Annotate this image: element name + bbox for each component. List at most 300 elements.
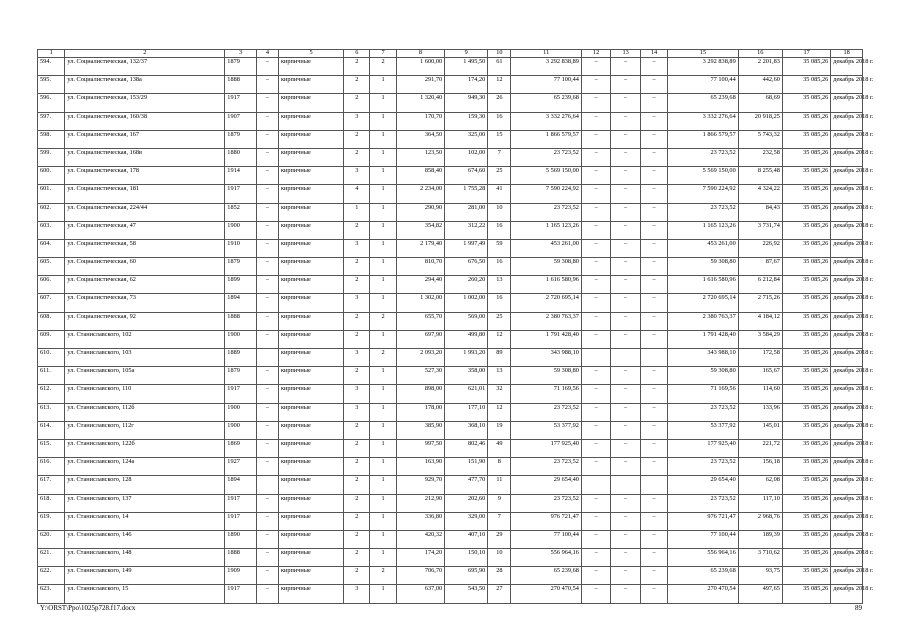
total-cost-cell: 1 616 580,96 bbox=[511, 276, 582, 294]
table-row bbox=[38, 494, 863, 512]
table-row bbox=[38, 312, 863, 330]
entrances-cell: 1 bbox=[370, 530, 396, 548]
cost-col-14-cell: – bbox=[640, 148, 667, 166]
cost-col-14-cell: – bbox=[640, 585, 667, 603]
wear-cell: – bbox=[256, 76, 278, 94]
year-built-cell: 1910 bbox=[225, 239, 257, 257]
total-cost-cell: 1 165 123,26 bbox=[511, 221, 582, 239]
max-cost-per-sqm-cell: 35 085,26 bbox=[782, 239, 830, 257]
table-row bbox=[38, 349, 863, 367]
max-cost-per-sqm-cell: 35 085,26 bbox=[782, 294, 830, 312]
cost-col-13-cell: – bbox=[611, 494, 640, 512]
cost-col-13-cell: – bbox=[611, 567, 640, 585]
overhaul-cost-cell: 453 261,00 bbox=[668, 239, 739, 257]
cost-col-12-cell: – bbox=[581, 167, 610, 185]
entrances-cell: 1 bbox=[370, 330, 396, 348]
column-number-14: 14 bbox=[640, 50, 667, 58]
wall-material-cell: кирпичные bbox=[278, 239, 343, 257]
year-built-cell: 1890 bbox=[225, 530, 257, 548]
overhaul-cost-cell: 77 100,44 bbox=[668, 530, 739, 548]
cost-per-sqm-cell: 221,72 bbox=[738, 439, 782, 457]
residents-cell: 13 bbox=[488, 367, 511, 385]
column-number-15: 15 bbox=[668, 50, 739, 58]
entrances-cell: 1 bbox=[370, 130, 396, 148]
year-built-cell: 1917 bbox=[225, 585, 257, 603]
residents-cell: 49 bbox=[488, 439, 511, 457]
total-area-cell: 290,90 bbox=[396, 203, 444, 221]
year-built-cell: 1900 bbox=[225, 221, 257, 239]
total-area-cell: 212,90 bbox=[396, 494, 444, 512]
floors-cell: 3 bbox=[344, 294, 370, 312]
total-area-cell: 354,82 bbox=[396, 221, 444, 239]
wall-material-cell: кирпичные bbox=[278, 148, 343, 166]
column-number-5: 5 bbox=[278, 50, 343, 58]
max-cost-per-sqm-cell: 35 085,26 bbox=[782, 94, 830, 112]
row-number-cell: 597. bbox=[38, 112, 65, 130]
row-number-cell: 617. bbox=[38, 476, 65, 494]
total-cost-cell: 453 261,00 bbox=[511, 239, 582, 257]
overhaul-cost-cell: 53 377,92 bbox=[668, 421, 739, 439]
row-number-cell: 615. bbox=[38, 439, 65, 457]
row-number-cell: 618. bbox=[38, 494, 65, 512]
entrances-cell: 1 bbox=[370, 294, 396, 312]
year-built-cell: 1879 bbox=[225, 58, 257, 76]
cost-col-13-cell: – bbox=[611, 203, 640, 221]
max-cost-per-sqm-cell: 35 085,26 bbox=[782, 512, 830, 530]
wall-material-cell: кирпичные bbox=[278, 221, 343, 239]
table-row bbox=[38, 512, 863, 530]
wall-material-cell: кирпичные bbox=[278, 403, 343, 421]
max-cost-per-sqm-cell: 35 085,26 bbox=[782, 330, 830, 348]
address-cell: ул. Социалистическая, 132/37 bbox=[65, 58, 225, 76]
floors-cell: 2 bbox=[344, 567, 370, 585]
residents-cell: 16 bbox=[488, 258, 511, 276]
row-number-cell: 599. bbox=[38, 148, 65, 166]
total-area-cell: 655,70 bbox=[396, 312, 444, 330]
table-row bbox=[38, 112, 863, 130]
overhaul-cost-cell: 59 308,80 bbox=[668, 367, 739, 385]
overhaul-cost-cell: 23 723,52 bbox=[668, 148, 739, 166]
floors-cell: 2 bbox=[344, 421, 370, 439]
address-cell: ул. Станиславского, 124а bbox=[65, 458, 225, 476]
deadline-cell: декабрь 2018 г. bbox=[831, 130, 863, 148]
overhaul-cost-cell: 3 292 838,89 bbox=[668, 58, 739, 76]
entrances-cell: 1 bbox=[370, 549, 396, 567]
max-cost-per-sqm-cell: 35 085,26 bbox=[782, 203, 830, 221]
overhaul-cost-cell: 2 380 763,37 bbox=[668, 312, 739, 330]
cost-col-13-cell: – bbox=[611, 76, 640, 94]
table-row bbox=[38, 367, 863, 385]
cost-col-13-cell: – bbox=[611, 58, 640, 76]
table-row bbox=[38, 148, 863, 166]
max-cost-per-sqm-cell: 35 085,26 bbox=[782, 258, 830, 276]
cost-col-14-cell: – bbox=[640, 312, 667, 330]
residents-cell: 12 bbox=[488, 403, 511, 421]
living-area-cell: 281,00 bbox=[445, 203, 488, 221]
table-row bbox=[38, 58, 863, 76]
table-row bbox=[38, 439, 863, 457]
deadline-cell: декабрь 2018 г. bbox=[831, 403, 863, 421]
year-built-cell: 1917 bbox=[225, 185, 257, 203]
cost-per-sqm-cell: 3 731,74 bbox=[738, 221, 782, 239]
cost-col-12-cell: – bbox=[581, 203, 610, 221]
cost-per-sqm-cell: 6 212,84 bbox=[738, 276, 782, 294]
total-area-cell: 810,70 bbox=[396, 258, 444, 276]
living-area-cell: 151,90 bbox=[445, 458, 488, 476]
living-area-cell: 329,00 bbox=[445, 512, 488, 530]
column-number-2: 2 bbox=[65, 50, 225, 58]
cost-col-13-cell bbox=[611, 349, 640, 367]
total-cost-cell: 2 720 695,14 bbox=[511, 294, 582, 312]
total-cost-cell: 976 721,47 bbox=[511, 512, 582, 530]
max-cost-per-sqm-cell: 35 085,26 bbox=[782, 567, 830, 585]
max-cost-per-sqm-cell: 35 085,26 bbox=[782, 421, 830, 439]
cost-per-sqm-cell: 117,10 bbox=[738, 494, 782, 512]
max-cost-per-sqm-cell: 35 085,26 bbox=[782, 148, 830, 166]
row-number-cell: 605. bbox=[38, 258, 65, 276]
cost-col-12-cell: – bbox=[581, 312, 610, 330]
cost-per-sqm-cell: 2 715,26 bbox=[738, 294, 782, 312]
address-cell: ул. Социалистическая, 160/38 bbox=[65, 112, 225, 130]
cost-col-12-cell: – bbox=[581, 567, 610, 585]
floors-cell: 2 bbox=[344, 476, 370, 494]
overhaul-cost-cell: 23 723,52 bbox=[668, 403, 739, 421]
cost-col-13-cell: – bbox=[611, 458, 640, 476]
living-area-cell: 1 993,20 bbox=[445, 349, 488, 367]
cost-per-sqm-cell: 68,69 bbox=[738, 94, 782, 112]
year-built-cell: 1888 bbox=[225, 76, 257, 94]
total-cost-cell: 77 100,44 bbox=[511, 530, 582, 548]
max-cost-per-sqm-cell: 35 085,26 bbox=[782, 530, 830, 548]
living-area-cell: 368,10 bbox=[445, 421, 488, 439]
total-area-cell: 178,00 bbox=[396, 403, 444, 421]
row-number-cell: 620. bbox=[38, 530, 65, 548]
year-built-cell: 1900 bbox=[225, 421, 257, 439]
deadline-cell: декабрь 2018 г. bbox=[831, 76, 863, 94]
total-area-cell: 1 320,40 bbox=[396, 94, 444, 112]
deadline-cell: декабрь 2018 г. bbox=[831, 258, 863, 276]
living-area-cell: 1 495,50 bbox=[445, 58, 488, 76]
wall-material-cell: кирпичные bbox=[278, 58, 343, 76]
floors-cell: 2 bbox=[344, 276, 370, 294]
entrances-cell: 1 bbox=[370, 258, 396, 276]
max-cost-per-sqm-cell: 35 085,26 bbox=[782, 367, 830, 385]
total-area-cell: 364,50 bbox=[396, 130, 444, 148]
max-cost-per-sqm-cell: 35 085,26 bbox=[782, 385, 830, 403]
cost-per-sqm-cell: 20 918,25 bbox=[738, 112, 782, 130]
cost-col-14-cell: – bbox=[640, 458, 667, 476]
table-row bbox=[38, 239, 863, 257]
cost-per-sqm-cell: 497,65 bbox=[738, 585, 782, 603]
entrances-cell: 2 bbox=[370, 58, 396, 76]
wear-cell: – bbox=[256, 330, 278, 348]
residents-cell: 27 bbox=[488, 585, 511, 603]
living-area-cell: 1 755,28 bbox=[445, 185, 488, 203]
overhaul-cost-cell: 1 165 123,26 bbox=[668, 221, 739, 239]
column-number-8: 8 bbox=[396, 50, 444, 58]
table-row bbox=[38, 294, 863, 312]
max-cost-per-sqm-cell: 35 085,26 bbox=[782, 185, 830, 203]
living-area-cell: 477,70 bbox=[445, 476, 488, 494]
residents-cell: 59 bbox=[488, 239, 511, 257]
deadline-cell: декабрь 2018 г. bbox=[831, 458, 863, 476]
cost-col-13-cell: – bbox=[611, 530, 640, 548]
cost-col-13-cell: – bbox=[611, 276, 640, 294]
address-cell: ул. Социалистическая, 138а bbox=[65, 76, 225, 94]
total-area-cell: 697,90 bbox=[396, 330, 444, 348]
cost-col-13-cell: – bbox=[611, 258, 640, 276]
cost-col-14-cell: – bbox=[640, 512, 667, 530]
deadline-cell: декабрь 2018 г. bbox=[831, 439, 863, 457]
wall-material-cell: кирпичные bbox=[278, 549, 343, 567]
year-built-cell: 1900 bbox=[225, 403, 257, 421]
wear-cell: – bbox=[256, 94, 278, 112]
floors-cell: 3 bbox=[344, 112, 370, 130]
total-area-cell: 898,00 bbox=[396, 385, 444, 403]
cost-per-sqm-cell: 156,18 bbox=[738, 458, 782, 476]
deadline-cell: декабрь 2018 г. bbox=[831, 367, 863, 385]
wear-cell: – bbox=[256, 148, 278, 166]
cost-per-sqm-cell: 93,75 bbox=[738, 567, 782, 585]
max-cost-per-sqm-cell: 35 085,26 bbox=[782, 167, 830, 185]
cost-per-sqm-cell: 4 324,22 bbox=[738, 185, 782, 203]
row-number-cell: 611. bbox=[38, 367, 65, 385]
cost-col-12-cell: – bbox=[581, 130, 610, 148]
residents-cell: 7 bbox=[488, 512, 511, 530]
year-built-cell: 1880 bbox=[225, 148, 257, 166]
total-cost-cell: 23 723,52 bbox=[511, 403, 582, 421]
floors-cell: 2 bbox=[344, 367, 370, 385]
total-area-cell: 527,30 bbox=[396, 367, 444, 385]
wall-material-cell: кирпичные bbox=[278, 76, 343, 94]
total-cost-cell: 1 866 579,57 bbox=[511, 130, 582, 148]
deadline-cell: декабрь 2018 г. bbox=[831, 421, 863, 439]
total-cost-cell: 77 100,44 bbox=[511, 76, 582, 94]
living-area-cell: 325,00 bbox=[445, 130, 488, 148]
residents-cell: 25 bbox=[488, 312, 511, 330]
year-built-cell: 1888 bbox=[225, 549, 257, 567]
residents-cell: 41 bbox=[488, 185, 511, 203]
total-cost-cell: 23 723,52 bbox=[511, 458, 582, 476]
cost-col-12-cell: – bbox=[581, 112, 610, 130]
living-area-cell: 177,10 bbox=[445, 403, 488, 421]
cost-per-sqm-cell: 232,58 bbox=[738, 148, 782, 166]
total-cost-cell: 177 925,40 bbox=[511, 439, 582, 457]
deadline-cell: декабрь 2018 г. bbox=[831, 476, 863, 494]
cost-col-13-cell: – bbox=[611, 385, 640, 403]
cost-per-sqm-cell: 226,92 bbox=[738, 239, 782, 257]
cost-col-14-cell: – bbox=[640, 112, 667, 130]
floors-cell: 2 bbox=[344, 148, 370, 166]
living-area-cell: 802,46 bbox=[445, 439, 488, 457]
deadline-cell: декабрь 2018 г. bbox=[831, 585, 863, 603]
overhaul-cost-cell: 59 308,80 bbox=[668, 258, 739, 276]
residents-cell: 11 bbox=[488, 476, 511, 494]
total-area-cell: 163,90 bbox=[396, 458, 444, 476]
row-number-cell: 604. bbox=[38, 239, 65, 257]
cost-col-14-cell: – bbox=[640, 239, 667, 257]
entrances-cell: 1 bbox=[370, 221, 396, 239]
total-cost-cell: 71 169,56 bbox=[511, 385, 582, 403]
row-number-cell: 609. bbox=[38, 330, 65, 348]
cost-col-12-cell: – bbox=[581, 494, 610, 512]
address-cell: ул. Станиславского, 122б bbox=[65, 439, 225, 457]
total-cost-cell: 29 654,40 bbox=[511, 476, 582, 494]
cost-col-12-cell: – bbox=[581, 330, 610, 348]
year-built-cell: 1899 bbox=[225, 276, 257, 294]
entrances-cell: 1 bbox=[370, 385, 396, 403]
wall-material-cell: кирпичные bbox=[278, 585, 343, 603]
floors-cell: 2 bbox=[344, 530, 370, 548]
wear-cell: – bbox=[256, 421, 278, 439]
year-built-cell: 1914 bbox=[225, 167, 257, 185]
row-number-cell: 603. bbox=[38, 221, 65, 239]
deadline-cell: декабрь 2018 г. bbox=[831, 148, 863, 166]
entrances-cell: 1 bbox=[370, 276, 396, 294]
deadline-cell: декабрь 2018 г. bbox=[831, 276, 863, 294]
row-number-cell: 607. bbox=[38, 294, 65, 312]
table-row bbox=[38, 221, 863, 239]
total-area-cell: 294,40 bbox=[396, 276, 444, 294]
residents-cell: 16 bbox=[488, 112, 511, 130]
floors-cell: 2 bbox=[344, 94, 370, 112]
column-number-1: 1 bbox=[38, 50, 65, 58]
cost-col-13-cell: – bbox=[611, 367, 640, 385]
wear-cell bbox=[256, 349, 278, 367]
floors-cell: 3 bbox=[344, 403, 370, 421]
total-cost-cell: 59 308,80 bbox=[511, 367, 582, 385]
address-cell: ул. Социалистическая, 178 bbox=[65, 167, 225, 185]
cost-col-12-cell: – bbox=[581, 439, 610, 457]
wear-cell: – bbox=[256, 439, 278, 457]
address-cell: ул. Станиславского, 15 bbox=[65, 585, 225, 603]
cost-col-12-cell: – bbox=[581, 58, 610, 76]
overhaul-cost-cell: 1 866 579,57 bbox=[668, 130, 739, 148]
column-number-12: 12 bbox=[581, 50, 610, 58]
year-built-cell: 1917 bbox=[225, 385, 257, 403]
residents-cell: 28 bbox=[488, 567, 511, 585]
cost-col-12-cell: – bbox=[581, 148, 610, 166]
table-row bbox=[38, 76, 863, 94]
cost-per-sqm-cell: 3 584,29 bbox=[738, 330, 782, 348]
max-cost-per-sqm-cell: 35 085,26 bbox=[782, 76, 830, 94]
wear-cell: – bbox=[256, 112, 278, 130]
wall-material-cell: кирпичные bbox=[278, 476, 343, 494]
deadline-cell: декабрь 2018 г. bbox=[831, 203, 863, 221]
cost-col-14-cell: – bbox=[640, 530, 667, 548]
wall-material-cell: кирпичные bbox=[278, 130, 343, 148]
total-area-cell: 174,20 bbox=[396, 549, 444, 567]
max-cost-per-sqm-cell: 35 085,26 bbox=[782, 58, 830, 76]
wear-cell: – bbox=[256, 185, 278, 203]
cost-col-14-cell: – bbox=[640, 58, 667, 76]
wear-cell: – bbox=[256, 530, 278, 548]
total-area-cell: 1 302,00 bbox=[396, 294, 444, 312]
page-number: 89 bbox=[855, 604, 862, 612]
overhaul-cost-cell: 65 239,68 bbox=[668, 94, 739, 112]
cost-col-14-cell: – bbox=[640, 421, 667, 439]
total-cost-cell: 343 988,10 bbox=[511, 349, 582, 367]
cost-col-14-cell: – bbox=[640, 494, 667, 512]
cost-col-12-cell: – bbox=[581, 221, 610, 239]
living-area-cell: 174,20 bbox=[445, 76, 488, 94]
floors-cell: 2 bbox=[344, 258, 370, 276]
wear-cell: – bbox=[256, 276, 278, 294]
total-area-cell: 420,32 bbox=[396, 530, 444, 548]
deadline-cell: декабрь 2018 г. bbox=[831, 239, 863, 257]
overhaul-cost-cell: 556 964,16 bbox=[668, 549, 739, 567]
wall-material-cell: кирпичные bbox=[278, 112, 343, 130]
wear-cell: – bbox=[256, 494, 278, 512]
wear-cell: – bbox=[256, 130, 278, 148]
entrances-cell: 1 bbox=[370, 421, 396, 439]
cost-col-12-cell: – bbox=[581, 258, 610, 276]
floors-cell: 2 bbox=[344, 221, 370, 239]
entrances-cell: 1 bbox=[370, 512, 396, 530]
entrances-cell: 1 bbox=[370, 585, 396, 603]
residents-cell: 15 bbox=[488, 130, 511, 148]
cost-col-13-cell: – bbox=[611, 330, 640, 348]
total-area-cell: 1 600,00 bbox=[396, 58, 444, 76]
cost-col-13-cell: – bbox=[611, 439, 640, 457]
wall-material-cell: кирпичные bbox=[278, 530, 343, 548]
cost-col-14-cell: – bbox=[640, 185, 667, 203]
deadline-cell: декабрь 2018 г. bbox=[831, 94, 863, 112]
living-area-cell: 102,00 bbox=[445, 148, 488, 166]
wear-cell bbox=[256, 476, 278, 494]
floors-cell: 4 bbox=[344, 185, 370, 203]
overhaul-cost-cell: 976 721,47 bbox=[668, 512, 739, 530]
overhaul-cost-cell: 29 654,40 bbox=[668, 476, 739, 494]
cost-col-13-cell: – bbox=[611, 585, 640, 603]
cost-per-sqm-cell: 87,67 bbox=[738, 258, 782, 276]
entrances-cell: 1 bbox=[370, 185, 396, 203]
cost-per-sqm-cell: 3 710,62 bbox=[738, 549, 782, 567]
cost-col-13-cell: – bbox=[611, 421, 640, 439]
overhaul-cost-cell: 270 470,54 bbox=[668, 585, 739, 603]
floors-cell: 3 bbox=[344, 349, 370, 367]
cost-col-13-cell bbox=[611, 476, 640, 494]
total-area-cell: 2 179,40 bbox=[396, 239, 444, 257]
cost-col-12-cell: – bbox=[581, 530, 610, 548]
residents-cell: 29 bbox=[488, 530, 511, 548]
column-number-3: 3 bbox=[225, 50, 257, 58]
table-row bbox=[38, 421, 863, 439]
living-area-cell: 949,30 bbox=[445, 94, 488, 112]
living-area-cell: 312,22 bbox=[445, 221, 488, 239]
wall-material-cell: кирпичные bbox=[278, 258, 343, 276]
total-cost-cell: 23 723,52 bbox=[511, 494, 582, 512]
address-cell: ул. Станиславского, 112б bbox=[65, 403, 225, 421]
wall-material-cell: кирпичные bbox=[278, 167, 343, 185]
table-row bbox=[38, 203, 863, 221]
deadline-cell: декабрь 2018 г. bbox=[831, 58, 863, 76]
floors-cell: 2 bbox=[344, 130, 370, 148]
residents-cell: 13 bbox=[488, 276, 511, 294]
column-number-13: 13 bbox=[611, 50, 640, 58]
address-cell: ул. Социалистическая, 153/29 bbox=[65, 94, 225, 112]
cost-per-sqm-cell: 145,01 bbox=[738, 421, 782, 439]
cost-col-13-cell: – bbox=[611, 294, 640, 312]
wall-material-cell: кирпичные bbox=[278, 567, 343, 585]
table-row bbox=[38, 585, 863, 603]
cost-col-14-cell: – bbox=[640, 367, 667, 385]
deadline-cell: декабрь 2018 г. bbox=[831, 385, 863, 403]
column-number-row bbox=[38, 50, 863, 58]
year-built-cell: 1894 bbox=[225, 476, 257, 494]
address-cell: ул. Социалистическая, 92 bbox=[65, 312, 225, 330]
max-cost-per-sqm-cell: 35 085,26 bbox=[782, 112, 830, 130]
